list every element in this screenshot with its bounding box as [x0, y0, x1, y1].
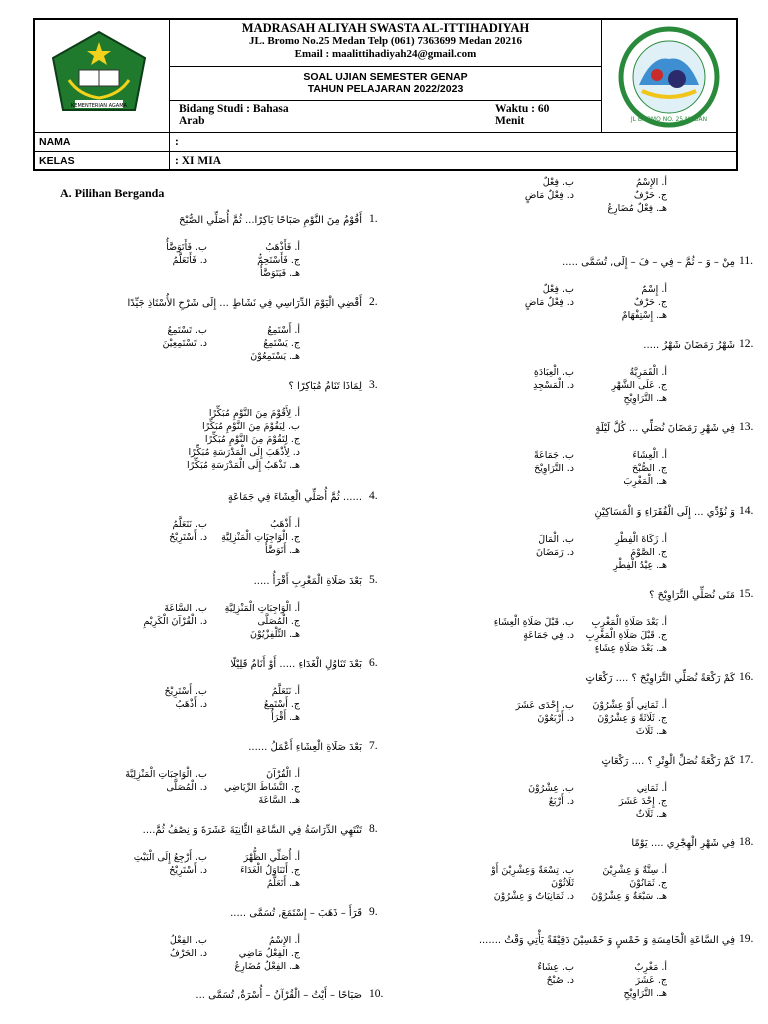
question-text: صَبَاحًا – أَيْتُ – الْقُرْآنُ – أُسْرَةٌ, تُسَمَّى ... — [195, 990, 362, 1001]
answer-option[interactable]: هـ. تَذْهَبُ إِلَى الْمَدْرَسَةِ مُبَكِّرًا — [186, 460, 300, 471]
nama-value: : — [175, 136, 179, 148]
answer-option[interactable]: أ. زَكَاةَ الْفِطْرِ — [614, 534, 667, 545]
question-number: 16. — [739, 671, 754, 683]
right-logo-caption: JL BROMO NO. 25 MEDAN — [630, 116, 708, 123]
answer-option[interactable]: ج. أَسْتَمِعُ — [263, 699, 300, 710]
question-number: 2. — [369, 296, 378, 308]
question-text: ...... ثُمَّ أُصَلِّي الْعِشَاءَ فِي جَمَاعَةٍ — [227, 492, 362, 503]
answer-option[interactable]: هـ. الفِعْلُ مُضَارِعُ — [234, 961, 300, 972]
label-col-line — [169, 132, 170, 171]
answer-option[interactable]: ب. جَمَاعَةً — [533, 450, 574, 461]
answer-option[interactable]: ج. النَّشَاطَ الرِّيَاضِي — [223, 782, 300, 793]
answer-option[interactable]: د. الْقُرْآنَ الْكَرِيْمِ — [143, 616, 207, 627]
answer-option[interactable]: د. ثَمَانِيَاتٌ وَ عِشْرُوْنَ — [493, 891, 574, 902]
answer-option[interactable]: ب. لِيَقُوْمَ مِنَ النَّوْمِ مُبَكِّرًا — [202, 421, 300, 432]
section-title: A. Pilihan Berganda — [60, 186, 165, 200]
answer-option[interactable]: د. لِأَذْهَبَ إِلَى الْمَدْرَسَةِ مُبَكِّرًا — [188, 447, 300, 458]
nama-top-line — [35, 132, 736, 133]
answer-option[interactable]: د. أَسْتَرِيْحُ — [169, 865, 207, 876]
question-number: 15. — [739, 588, 754, 600]
exam-title-line1: SOAL UJIAN SEMESTER GENAP — [303, 71, 468, 83]
answer-option[interactable]: هـ. ثَلَاثٌ — [635, 809, 667, 820]
question-number: 9. — [369, 906, 378, 918]
answer-option[interactable]: أ. الْوَاجِبَاتِ الْمَنْزِلِيَّةِ — [224, 603, 300, 614]
subject-label-line2: Arab — [179, 115, 205, 127]
answer-option[interactable]: هـ. سَبْعَةٌ وَ عِشْرُوْنَ — [591, 891, 667, 902]
answer-option[interactable]: هـ. الْمَغْرِبَ — [623, 476, 667, 487]
answer-option[interactable]: أ. أَسْتَمِعُ — [267, 325, 300, 336]
answer-option[interactable]: أ. الْقَمَرِيَّةُ — [629, 367, 667, 378]
answer-option[interactable]: د. أَرْبَعُوْنَ — [537, 713, 574, 724]
question-text: فِي شَهْرِ الْهِجْرِي .... يَوْمًا — [631, 838, 735, 849]
question-text: شَهْرُ رَمَضَانَ شَهْرُ ..... — [643, 340, 735, 351]
subject-label-line1: Bidang Studi : Bahasa — [179, 103, 289, 115]
answer-option[interactable]: ج. قَبْلَ صَلَاةِ الْمَغْرِبِ — [585, 630, 667, 641]
answer-option[interactable]: ب. فِعْلٌ — [542, 284, 574, 295]
answer-option[interactable]: ب. فَأَتَوَضَّأُ — [166, 242, 207, 253]
answer-option[interactable]: هـ. أَتَوَضَّأُ — [265, 545, 300, 556]
answer-option[interactable]: ب. الْعِبَادَةِ — [533, 367, 574, 378]
answer-option[interactable]: ب. تِسْعَةٌ وَعِشْرِيْنَ أَوْ — [491, 865, 574, 876]
answer-option[interactable]: ج. الصُّبْحَ — [632, 463, 667, 474]
answer-option[interactable]: ج. عَشَرَ — [635, 975, 667, 986]
answer-option[interactable]: أ. الْقُرْآنَ — [266, 769, 300, 780]
answer-option[interactable]: أ. أَذْهَبُ — [270, 519, 300, 530]
school-email: Email : maalittihadiyah24@gmail.com — [294, 48, 477, 60]
answer-option[interactable]: ج. حَرْفٌ — [633, 190, 667, 201]
question-text: أَقْضِي الْيَوْمَ الدِّرَاسِي فِي نَشَاطٍ ... إِلَى شَرْحِ الأُسْتَاذِ جَيِّدًا — [127, 298, 362, 309]
question-text: مِنْ – وَ – ثُمَّ – فِي – فَ – إِلَى, تُسَمَّى ..... — [562, 257, 735, 268]
answer-option[interactable]: هـ. أَقْرَأُ — [271, 712, 300, 723]
question-text: فِي شَهْرِ رَمَضَانَ نُصَلِّي ... كُلَّ لَيْلَةٍ — [595, 423, 735, 434]
answer-option[interactable]: ب. أَسْتَرِيْحُ — [164, 686, 207, 697]
question-text: قَرَأَ – ذَهَبَ – إِسْتَمَعَ, تُسَمَّى ..... — [230, 908, 362, 919]
answer-option[interactable]: ج. الْوَاجِبَاتِ الْمَنْزِلِيَّةِ — [221, 532, 300, 543]
answer-option[interactable]: ج. ثَلَاثَةً وَ عِشْرُوْنَ — [597, 713, 667, 724]
answer-option[interactable]: أ. إِسْمٌ — [641, 284, 667, 295]
answer-option[interactable]: ب. الفِعْلُ — [169, 935, 207, 946]
answer-option[interactable]: هـ. أَتَعَلَّمُ — [266, 878, 300, 889]
answer-option[interactable]: د. أَسْتَرِيْحُ — [169, 532, 207, 543]
answer-option[interactable]: هـ. بَعْدَ صَلَاةِ عِشَاءٍ — [594, 643, 667, 654]
question-number: 13. — [739, 421, 754, 433]
answer-option[interactable]: أ. الإِسْمُ — [268, 935, 300, 946]
answer-option[interactable]: هـ. التَّرَاوِيْحِ — [623, 393, 667, 404]
question-number: 12. — [739, 338, 754, 350]
time-label-line2: Menit — [495, 115, 525, 127]
answer-option[interactable]: د. التَّرَاوِيْحَ — [534, 463, 574, 474]
answer-option[interactable]: د. فِعْلٌ مَاضٍ — [524, 297, 574, 308]
question-number: 11. — [739, 255, 753, 267]
question-number: 18. — [739, 836, 754, 848]
question-number: 8. — [369, 823, 378, 835]
answer-option[interactable]: ب. إِحْدَى عَشَرَ — [515, 700, 574, 711]
header-center — [169, 20, 602, 127]
question-number: 6. — [369, 657, 378, 669]
answer-option[interactable]: د. فِي جَمَاعَةٍ — [523, 630, 574, 641]
answer-option[interactable]: أ. ثَمَانِي — [636, 783, 667, 794]
answer-option[interactable]: د. فِعْلٌ مَاضٍ — [524, 190, 574, 201]
answer-option[interactable]: د. أَرْبَعٌ — [548, 796, 574, 807]
question-number: 17. — [739, 754, 754, 766]
answer-option[interactable]: د. الحَرْفُ — [169, 948, 207, 959]
answer-option[interactable]: ثَلَاثُوْنَ — [551, 878, 574, 889]
question-text: بَعْدَ صَلَاةِ الْعِشَاءِ أَعْمَلُ ...... — [248, 742, 362, 753]
answer-option[interactable]: هـ. إِسْتِفْهَامٌ — [621, 310, 667, 321]
exam-title — [169, 71, 602, 95]
question-number: 3. — [369, 379, 378, 391]
answer-option[interactable]: ج. إِحْدَ عَشَرَ — [618, 796, 667, 807]
answer-option[interactable]: أ. نَتَعَلَّمُ — [271, 686, 300, 697]
answer-option[interactable]: ب. تَسْتَمِعُ — [167, 325, 207, 336]
question-number: 5. — [369, 574, 378, 586]
exam-header — [33, 18, 738, 171]
school-logo-icon — [617, 25, 721, 129]
left-logo-cell — [35, 20, 170, 133]
answer-option[interactable]: أ. فَأَذْهَبُ — [265, 242, 300, 253]
question-text: بَعْدَ صَلَاةِ الْمَغْرِبِ أَقْرَأُ ..... — [253, 576, 362, 587]
kelas-top-line — [35, 151, 736, 152]
answer-option[interactable]: هـ. فَيَتَوَضَّأُ — [260, 268, 300, 279]
answer-option[interactable]: ج. أَتَنَاوَلُ الْغَدَاءَ — [240, 865, 300, 876]
question-text: بَعْدَ تَنَاوُلِ الْغَدَاءِ ..... أَوْ أَنَامُ قَلِيْلًا — [230, 659, 362, 670]
question-text: لِمَاذَا تَنَامُ مُبَاكِرًا ؟ — [288, 381, 362, 392]
answer-option[interactable]: ب. الْمَالَ — [538, 534, 574, 545]
answer-option[interactable]: ب. عِشْرُوْنَ — [528, 783, 574, 794]
time-label — [495, 103, 549, 127]
answer-option[interactable]: أ. سِتَّةٌ وَ عِشْرِيْنَ — [602, 865, 667, 876]
right-logo-cell — [601, 20, 736, 133]
answer-option[interactable]: د. صُبْحٌ — [546, 975, 574, 986]
question-text: كَمْ رَكْعَةً نُصَلِّي التَّرَاوِيْحَ ؟ .... رَكْعَاتٍ — [585, 673, 735, 684]
exam-title-line2: TAHUN PELAJARAN 2022/2023 — [307, 83, 464, 95]
answer-option[interactable]: أ. أُصَلِّي الظُّهْرَ — [243, 852, 300, 863]
question-text: وَ نُؤَدِّي ... إِلَى الْفُقَرَاءِ وَ الْمَسَاكِيْنِ — [594, 507, 735, 518]
kelas-value: : XI MIA — [175, 155, 221, 167]
kelas-label: KELAS — [39, 155, 75, 167]
question-number: 7. — [369, 740, 378, 752]
header-divider-2 — [169, 100, 602, 101]
answer-option[interactable]: ب. الْوَاجِبَاتِ الْمَنْزِلِيَّةَ — [125, 769, 207, 780]
answer-option[interactable]: ب. قَبْلَ صَلَاةِ الْعِشَاءِ — [493, 617, 574, 628]
answer-option[interactable]: ب. أَرْجِعُ إِلَى الْبَيْتِ — [133, 852, 207, 863]
answer-option[interactable]: ب. نَتَعَلَّمُ — [172, 519, 207, 530]
subject-label — [179, 103, 289, 127]
header-divider — [169, 66, 602, 67]
answer-option[interactable]: هـ. السَّاعَةَ — [258, 795, 300, 806]
answer-option[interactable]: د. أَذْهَبُ — [175, 699, 207, 710]
question-text: أَقُوْمُ مِنَ النَّوْمِ صَبَاحًا بَاكِرًا... ثُمَّ أُصَلِّي الصُّبْحَ — [179, 215, 362, 226]
answer-option[interactable]: ب. السَّاعَةَ — [164, 603, 207, 614]
answer-option[interactable]: أ. ثَمَانِي أَوْ عِشْرُوْنَ — [592, 700, 667, 711]
answer-option[interactable]: ج. عَلَى الشَّهْرِ — [611, 380, 667, 391]
question-number: 4. — [369, 490, 378, 502]
answer-option[interactable]: هـ. التَّرَاوِيْحِ — [623, 988, 667, 999]
question-text: تَنْتَهِي الدِّرَاسَةُ فِي السَّاعَةِ الثَّانِيَةَ عَشَرَةَ وَ نِصْفُ ثُمَّ.... — [142, 825, 362, 836]
school-address: JL. Bromo No.25 Medan Telp (061) 7363699 Medan 20216 — [249, 35, 522, 47]
answer-option[interactable]: هـ. التِّلْفِزْيُوْنَ — [250, 629, 300, 640]
kemenag-logo-icon — [49, 30, 149, 122]
answer-option[interactable]: ج. الصَّوْمَ — [630, 547, 667, 558]
answer-option[interactable]: ج. لِتَقُوْمَ مِنَ النَّوْمِ مُبَكِّرًا — [204, 434, 300, 445]
answer-option[interactable]: هـ. ثَلَاثَ — [635, 726, 667, 737]
answer-option[interactable]: د. الْمَسْجِدِ — [533, 380, 574, 391]
school-name: MADRASAH ALIYAH SWASTA AL-ITTIHADIYAH — [241, 21, 530, 35]
question-text: مَتَى نُصَلِّي التَّرَاوِيْحَ ؟ — [649, 590, 735, 601]
answer-option[interactable]: د. رَمَضَانَ — [535, 547, 574, 558]
answer-option[interactable]: أ. الإِسْمُ — [635, 177, 667, 188]
answer-option[interactable]: د. الْمُصَلَّى — [166, 782, 207, 793]
answer-option[interactable]: هـ. يَسْتَمِعُوْنَ — [250, 351, 300, 362]
answer-option[interactable]: ج. الفِعْلُ مَاضِي — [238, 948, 300, 959]
question-text: فِي السَّاعَةِ الْخَامِسَةِ وَ خَمْسٍ وَ خَمْسِيْنَ دَقِيْقَةً يَأْتِي وَقْتُ ....... — [478, 935, 735, 946]
nama-label: NAMA — [39, 136, 71, 148]
answer-option[interactable]: أ. الْعِشَاءَ — [632, 450, 667, 461]
answer-option[interactable]: ج. يَسْتَمِعُ — [263, 338, 300, 349]
answer-option[interactable]: أ. لِأَقُوْمَ مِنَ النَّوْمِ مُبَكِّرًا — [208, 408, 300, 419]
answer-option[interactable]: ج. فَأَسْتَحِمُّ — [257, 255, 300, 266]
answer-option[interactable]: أ. مَغْرِبٌ — [634, 962, 667, 973]
question-number: 14. — [739, 505, 754, 517]
answer-option[interactable]: هـ. عِيْدُ الْفِطْرِ — [613, 560, 667, 571]
question-number: 1. — [369, 213, 378, 225]
answer-option[interactable]: ب. عِشَاءٌ — [537, 962, 574, 973]
answer-option[interactable]: د. فَأَتَعَلَّمُ — [172, 255, 207, 266]
answer-option[interactable]: ج. ثَمَانُوْنَ — [629, 878, 667, 889]
time-label-line1: Waktu : 60 — [495, 103, 550, 115]
answer-option[interactable]: د. تَسْتَمِعِيْنَ — [162, 338, 207, 349]
question-text: كَمْ رَكْعَةً نُصَلِّ الْوِتْرِ ؟ .... رَكْعَاتٍ — [601, 756, 735, 767]
answer-option[interactable]: هـ. فِعْلٌ مُضَارِعُ — [607, 203, 667, 214]
answer-option[interactable]: ج. الْمُصَلَّى — [257, 616, 300, 627]
answer-option[interactable]: أ. بَعْدَ صَلَاةِ الْمَغْرِبِ — [591, 617, 667, 628]
left-logo-caption: KEMENTERIAN AGAMA — [71, 103, 127, 109]
answer-option[interactable]: ب. فِعْلٌ — [542, 177, 574, 188]
answer-option[interactable]: ج. حَرْفٌ — [633, 297, 667, 308]
question-number: 19. — [739, 933, 754, 945]
question-number: 10. — [369, 988, 384, 1000]
